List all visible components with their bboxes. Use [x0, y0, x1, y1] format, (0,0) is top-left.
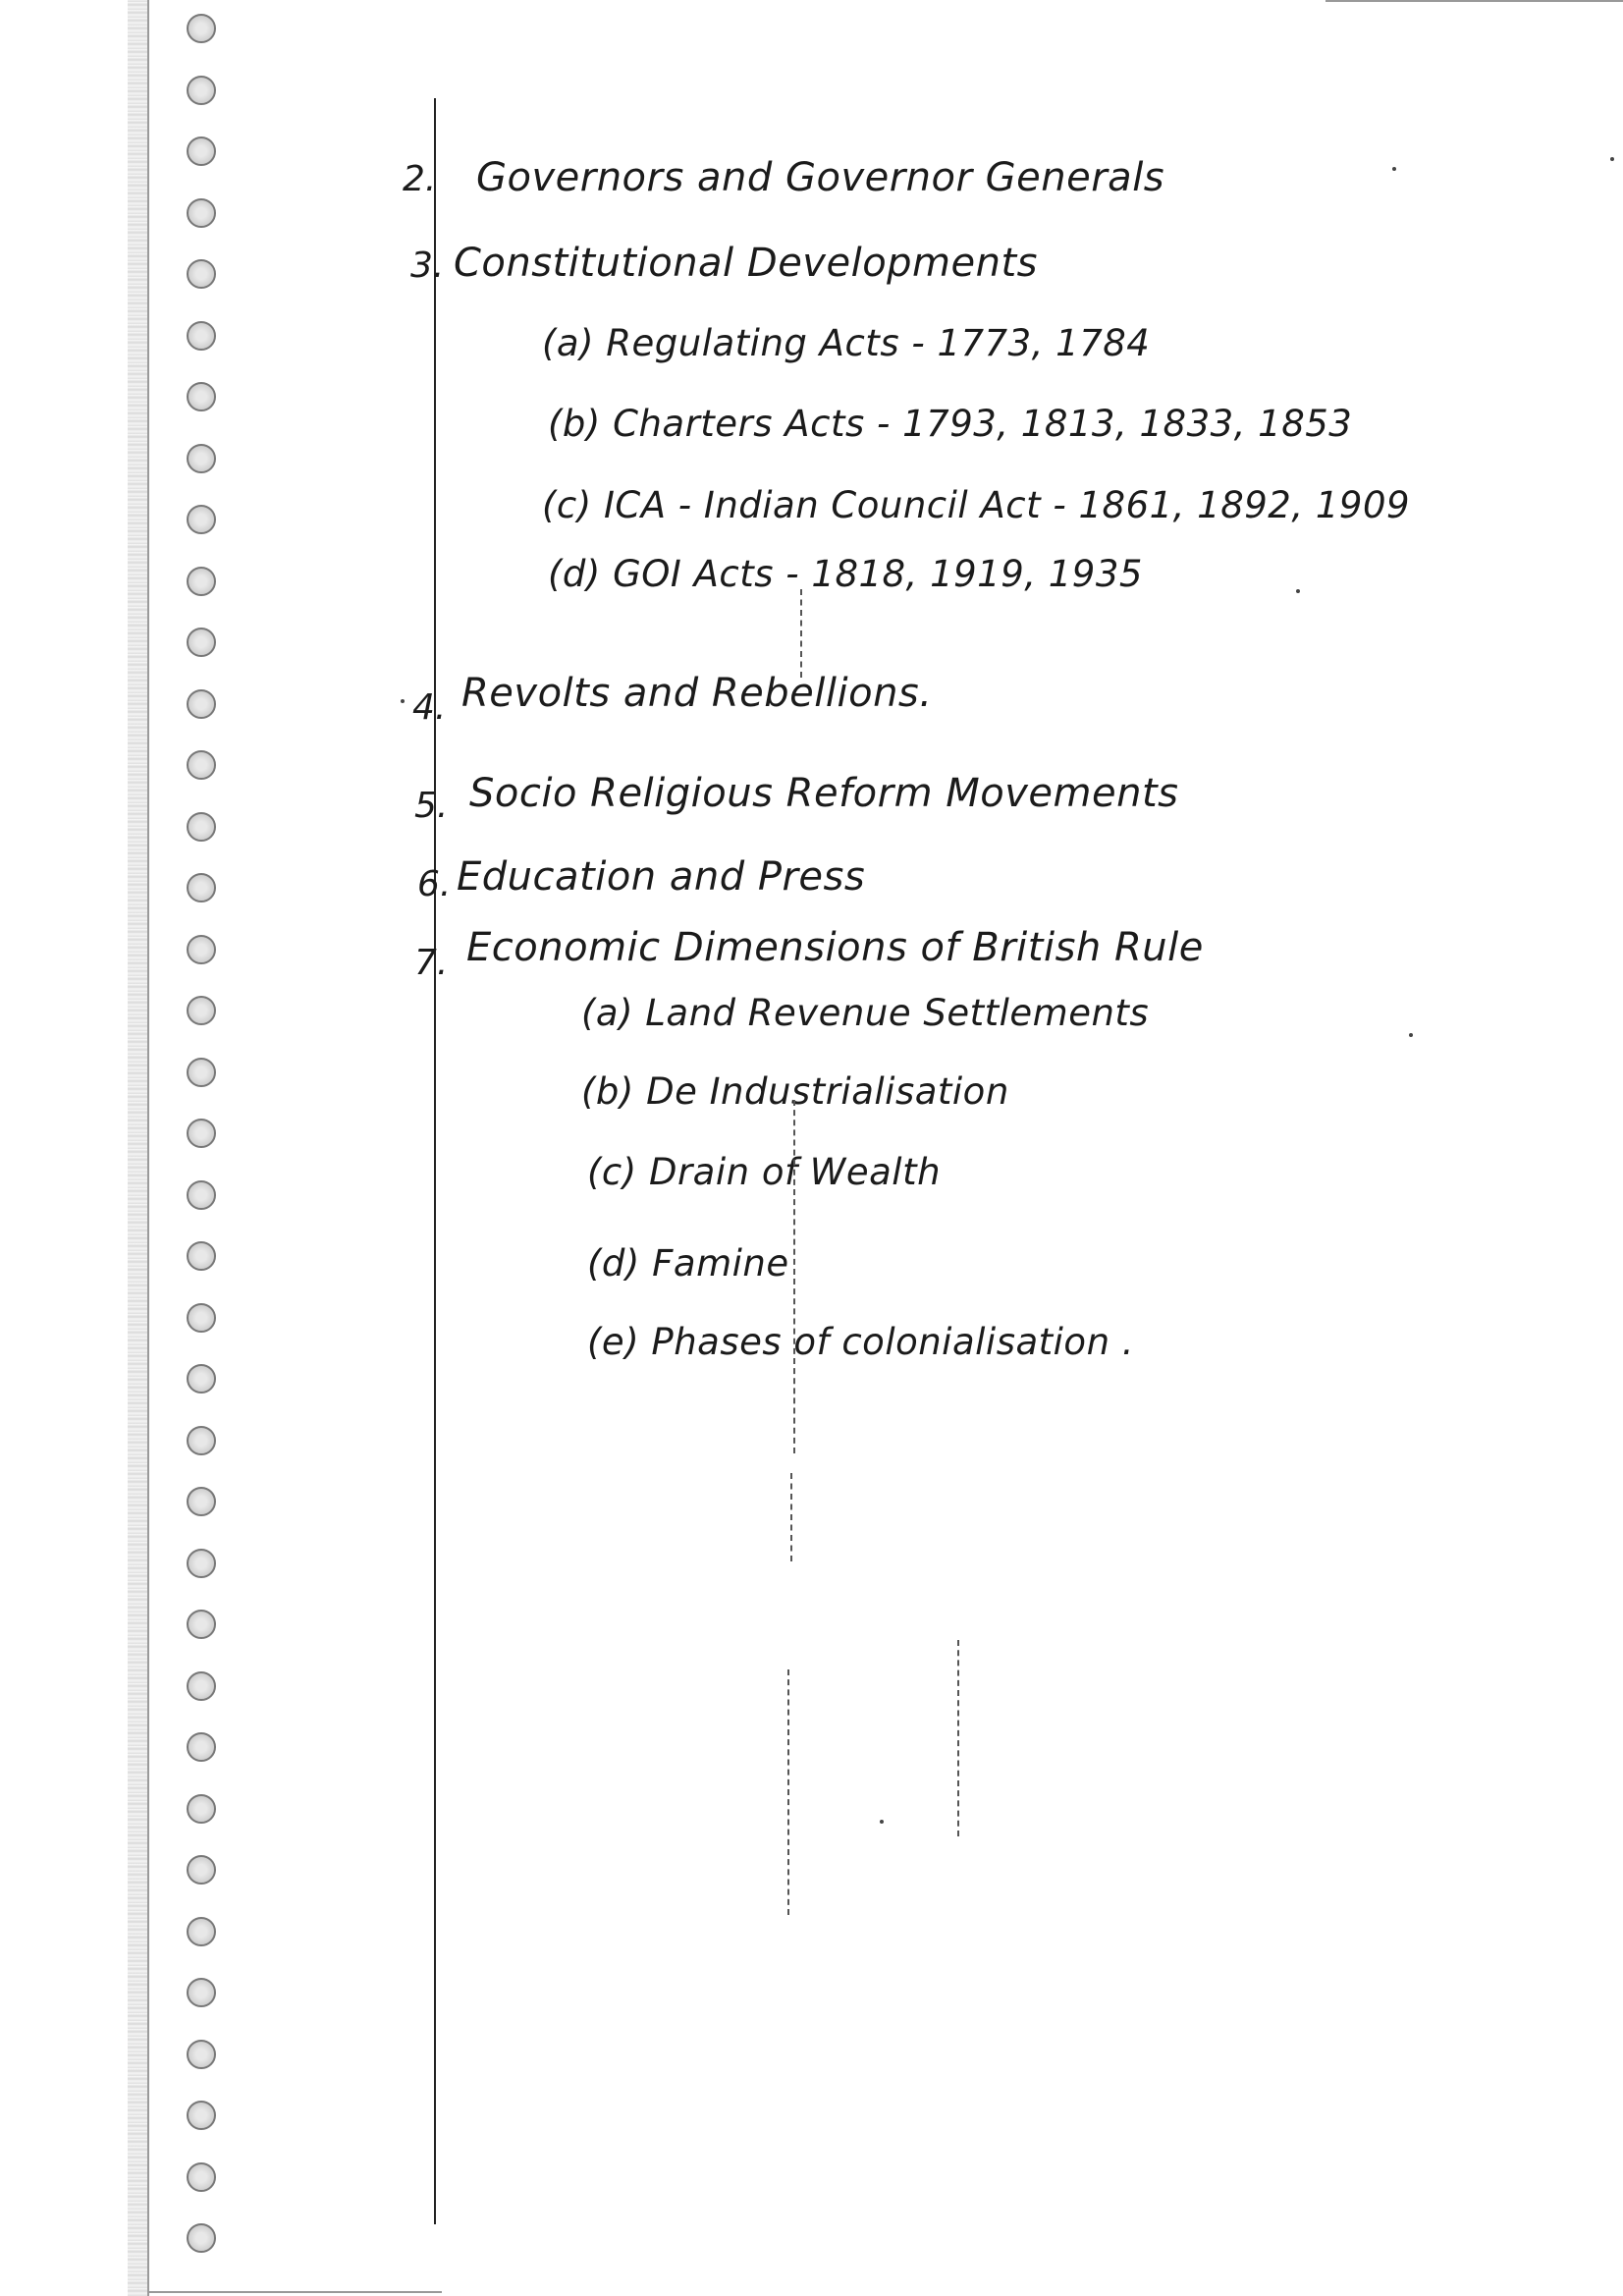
binding-hole — [187, 444, 216, 473]
binding-hole — [187, 505, 216, 534]
binding-hole — [187, 1978, 216, 2007]
binding-hole — [187, 628, 216, 657]
subitem-charters-acts: (b) Charters Acts - 1793, 1813, 1833, 1853 — [548, 403, 1353, 445]
speck — [1392, 167, 1396, 171]
subitem-famine: (d) Famine — [587, 1242, 789, 1285]
binding-hole — [187, 2040, 216, 2069]
binding-hole — [187, 1855, 216, 1885]
binding-hole — [187, 873, 216, 902]
binding-hole — [187, 1119, 216, 1148]
scan-dash-line — [793, 1100, 795, 1453]
binding-hole — [187, 1610, 216, 1639]
binding-hole — [187, 321, 216, 351]
subitem-indian-council-act: (c) ICA - Indian Council Act - 1861, 1892, 1909 — [542, 484, 1411, 526]
scan-dash-line — [800, 589, 802, 678]
speck — [1610, 157, 1614, 161]
binding-hole — [187, 567, 216, 596]
item-revolts-rebellions: Revolts and Rebellions. — [461, 671, 933, 716]
binding-hole — [187, 1794, 216, 1824]
subitem-de-industrialisation: (b) De Industrialisation — [581, 1070, 1009, 1113]
item-number: 2. — [403, 159, 437, 199]
item-number: 5. — [414, 786, 449, 826]
binding-hole — [187, 14, 216, 43]
binding-hole — [187, 2223, 216, 2253]
binding-hole — [187, 1671, 216, 1701]
binding-hole — [187, 750, 216, 780]
binding-hole — [187, 259, 216, 289]
binding-hole — [187, 689, 216, 719]
speck — [1296, 589, 1300, 593]
binding-hole — [187, 76, 216, 105]
item-number: 7. — [414, 943, 449, 983]
binding-hole — [187, 137, 216, 166]
binding-hole — [187, 1241, 216, 1271]
binding-hole — [187, 1303, 216, 1333]
binding-hole — [187, 996, 216, 1025]
top-edge-line — [1325, 0, 1623, 2]
binding-hole — [187, 1058, 216, 1087]
item-number: 6. — [417, 864, 452, 904]
binding-hole — [187, 198, 216, 228]
item-constitutional-developments: Constitutional Developments — [454, 241, 1039, 286]
item-socio-religious: Socio Religious Reform Movements — [469, 771, 1179, 816]
binding-hole — [187, 382, 216, 411]
binding-hole — [187, 2101, 216, 2130]
item-number: 4. — [412, 687, 447, 728]
binding-hole — [187, 2162, 216, 2192]
binding-hole — [187, 1487, 216, 1516]
item-education-press: Education and Press — [457, 854, 866, 900]
subitem-phases-colonialisation: (e) Phases of colonialisation . — [587, 1321, 1135, 1363]
subitem-land-revenue: (a) Land Revenue Settlements — [581, 992, 1150, 1034]
subitem-goi-acts: (d) GOI Acts - 1818, 1919, 1935 — [548, 553, 1143, 595]
subitem-regulating-acts: (a) Regulating Acts - 1773, 1784 — [542, 322, 1151, 364]
binding-hole — [187, 1549, 216, 1578]
item-number: 3. — [410, 246, 445, 286]
binding-hole — [187, 1364, 216, 1394]
binding-hole — [187, 1732, 216, 1762]
scan-dash-line — [957, 1640, 959, 1836]
speck — [880, 1820, 884, 1824]
item-economic-dimensions: Economic Dimensions of British Rule — [466, 925, 1204, 970]
scan-dash-line — [790, 1473, 792, 1561]
binding-hole — [187, 935, 216, 964]
bottom-edge-line — [147, 2291, 442, 2293]
margin-line — [434, 98, 436, 2224]
binding-hole — [187, 812, 216, 842]
scan-dash-line — [787, 1669, 789, 1915]
speck — [401, 699, 405, 703]
item-governors: Governors and Governor Generals — [476, 155, 1165, 200]
binding-hole — [187, 1180, 216, 1210]
speck — [1409, 1033, 1413, 1037]
subitem-drain-of-wealth: (c) Drain of Wealth — [587, 1151, 942, 1193]
binding-edge-line — [147, 0, 149, 2296]
binding-hole — [187, 1426, 216, 1455]
binding-hole — [187, 1917, 216, 1946]
spiral-binding-strip — [128, 0, 149, 2296]
